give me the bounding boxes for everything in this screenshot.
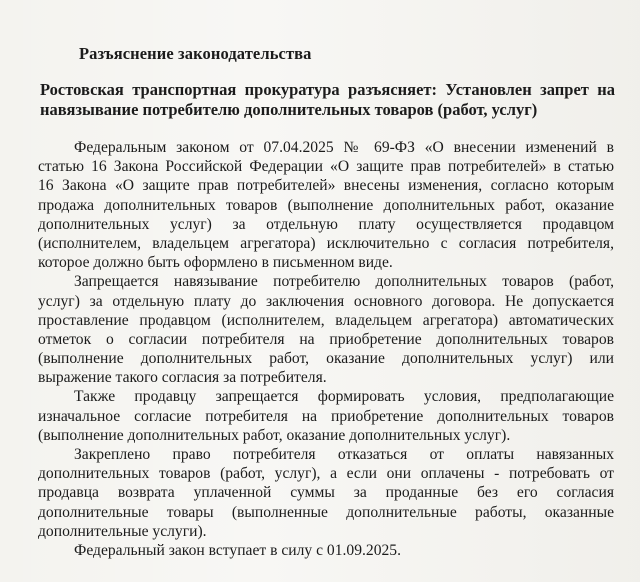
document-body <box>38 138 614 560</box>
text-line: Федеральный закон вступает в силу с 01.09.2025. <box>74 541 402 559</box>
text-line: дополнительные услуги). <box>38 522 207 540</box>
text-line: выражение такого согласия за потребителя. <box>38 369 327 387</box>
text-line: Запрещается навязывание потребителю дополнительных товаров (работ, <box>74 273 614 291</box>
text-line: Федеральным законом от 07.04.2025 № 69-ФЗ «О внесении изменений в <box>74 139 614 156</box>
text-line: (выполнение дополнительных работ, оказание дополнительных услуг). <box>38 426 511 444</box>
text-line: (исполнителем, владельцем агрегатора) исключительно с согласия потребителя, <box>38 234 614 252</box>
text-line: дополнительных товаров (работ, услуг), а если они оплачены - потребовать от <box>38 465 614 483</box>
text-line: услуг) за отдельную плату до заключения основного договора. Не допускается <box>38 292 614 310</box>
text-line: Также продавцу запрещается формировать условия, предполагающие <box>74 388 614 406</box>
text-line: (выполнение дополнительных работ, оказание дополнительных услуг) или <box>38 350 614 368</box>
document-title <box>40 80 615 120</box>
paragraph <box>38 138 614 272</box>
text-line: 16 Закона «О защите прав потребителей» внесены изменения, согласно которым <box>38 177 614 195</box>
text-line: проставление продавцом (исполнителем, владельцем агрегатора) автоматических <box>38 311 614 329</box>
text-line: дополнительных услуг) за отдельную плату осуществляется продавцом <box>38 215 614 233</box>
paragraph <box>38 445 614 541</box>
text-line: дополнительные товары (выполненные дополнительные работы, оказанные <box>38 503 614 521</box>
text-line: которое должно быть оформлено в письменном виде. <box>38 254 393 272</box>
text-line: продажа дополнительных товаров (выполнение дополнительных работ, оказание <box>38 196 614 214</box>
title-line: Ростовская транспортная прокуратура разъясняет: Установлен запрет на <box>40 80 615 99</box>
text-line: продавца возврата уплаченной суммы за проданные без его согласия <box>38 484 614 502</box>
text-line: отметок о согласии потребителя на приобретение дополнительных товаров <box>38 330 614 348</box>
text-line: изначальное согласие потребителя на приобретение дополнительных товаров <box>38 407 614 425</box>
text-line: статью 16 Закона Российской Федерации «О защите прав потребителей» в статью <box>38 158 614 176</box>
paragraph <box>38 272 614 387</box>
title-line: навязывание потребителю дополнительных товаров (работ, услуг) <box>40 100 538 119</box>
paragraph <box>38 541 614 560</box>
document-heading: Разъяснение законодательства <box>79 44 312 63</box>
paragraph <box>38 387 614 445</box>
text-line: Закреплено право потребителя отказаться от оплаты навязанных <box>74 446 614 463</box>
